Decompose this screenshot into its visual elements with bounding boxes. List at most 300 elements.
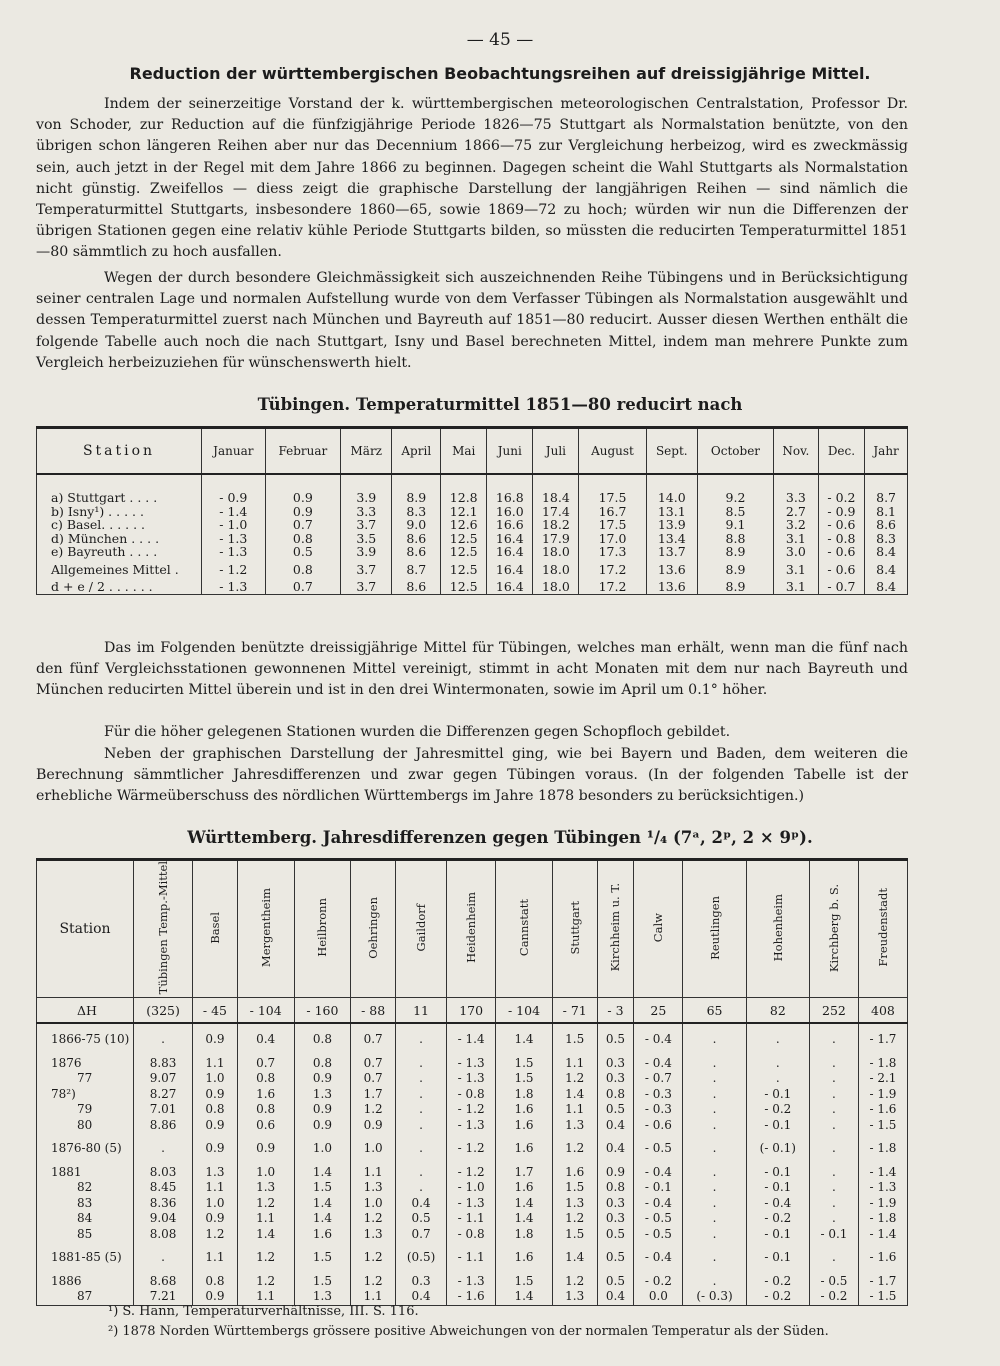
table1-cell: 8.9 xyxy=(392,474,441,505)
table2-cell: 0.8 xyxy=(193,1266,238,1290)
table2-cell: 1.1 xyxy=(193,1180,238,1196)
table2-header-label: Calw xyxy=(651,913,666,943)
table2-cell: - 1.3 xyxy=(447,1118,496,1134)
table2-cell: 0.9 xyxy=(193,1023,238,1048)
table2-cell: . xyxy=(809,1023,858,1048)
table2-header-cell xyxy=(294,860,351,998)
table2-cell: - 0.1 xyxy=(809,1227,858,1243)
table2-cell: 170 xyxy=(447,998,496,1024)
table2-cell: 9.04 xyxy=(134,1211,193,1227)
table2-cell: 1.3 xyxy=(351,1180,396,1196)
table2-row xyxy=(37,1071,908,1087)
table2-cell: - 0.1 xyxy=(746,1157,809,1181)
table1-cell: 13.1 xyxy=(646,505,697,519)
table2-header-label: Gaildorf xyxy=(414,903,429,952)
table1-cell: 8.3 xyxy=(865,532,908,546)
table2-cell: - 0.1 xyxy=(746,1227,809,1243)
table2-cell: . xyxy=(395,1157,446,1181)
table1-cell: 18.0 xyxy=(533,576,579,594)
table1-cell: 13.9 xyxy=(646,518,697,532)
table2-header-cell xyxy=(683,860,746,998)
table2-cell: - 45 xyxy=(193,998,238,1024)
table2-cell: 1.6 xyxy=(496,1242,553,1266)
table2-cell: . xyxy=(683,1180,746,1196)
table1-cell: 3.2 xyxy=(773,518,818,532)
table2-cell: 1.6 xyxy=(552,1157,597,1181)
table1-header-cell: Nov. xyxy=(773,428,818,475)
table1-row xyxy=(37,505,908,519)
table2-cell: 1.2 xyxy=(351,1102,396,1118)
table2-cell: - 2.1 xyxy=(858,1071,907,1087)
table2-height-row xyxy=(37,998,908,1024)
table2-cell: 1.1 xyxy=(351,1157,396,1181)
table2-header-label: Tübingen Temp.-Mittel xyxy=(156,861,171,995)
table1-cell: 18.0 xyxy=(533,559,579,577)
table1-cell: 0.8 xyxy=(265,559,341,577)
table2-cell: 8.36 xyxy=(134,1196,193,1212)
table1-cell: 3.0 xyxy=(773,545,818,559)
table2-cell: 65 xyxy=(683,998,746,1024)
table2-cell: 0.3 xyxy=(597,1048,634,1072)
table2-cell: . xyxy=(683,1157,746,1181)
table2-cell: 1.5 xyxy=(294,1242,351,1266)
table2-cell: (0.5) xyxy=(395,1242,446,1266)
table1-cell: 8.4 xyxy=(865,576,908,594)
table1-cell: 13.6 xyxy=(646,559,697,577)
table1-header-cell: April xyxy=(392,428,441,475)
table2-cell: 1.8 xyxy=(496,1087,553,1103)
table2-row xyxy=(37,1242,908,1266)
table2-row-label: 84 xyxy=(37,1211,134,1227)
table2-cell: 1.3 xyxy=(351,1227,396,1243)
table2-cell: 0.8 xyxy=(237,1071,294,1087)
table1-cell: - 0.7 xyxy=(818,576,864,594)
table2-cell: . xyxy=(809,1196,858,1212)
section-title: Reduction der württembergischen Beobachtungsreihen auf dreissigjährige Mittel. xyxy=(129,64,871,83)
table2-cell: - 0.1 xyxy=(746,1087,809,1103)
table2-cell: . xyxy=(683,1211,746,1227)
table2-cell: 11 xyxy=(395,998,446,1024)
table2-cell: 1.4 xyxy=(496,1196,553,1212)
table2-header-cell: Station xyxy=(37,860,134,998)
table2-cell: - 1.5 xyxy=(858,1289,907,1305)
table2-cell: . xyxy=(809,1157,858,1181)
table2-cell: . xyxy=(809,1048,858,1072)
table1-cell: 18.2 xyxy=(533,518,579,532)
table2-cell: - 0.2 xyxy=(746,1289,809,1305)
table2-row xyxy=(37,1196,908,1212)
table2-cell: - 0.7 xyxy=(634,1071,683,1087)
table2-header-cell xyxy=(351,860,396,998)
table2-cell: 1.0 xyxy=(237,1157,294,1181)
table1-cell: 0.5 xyxy=(265,545,341,559)
table1-cell: 3.9 xyxy=(341,545,392,559)
table2-cell: 1.6 xyxy=(496,1102,553,1118)
table2-cell: 1.4 xyxy=(496,1289,553,1305)
table2-cell: 1.7 xyxy=(496,1157,553,1181)
table1-cell: 17.5 xyxy=(579,474,646,505)
table1-header-cell: Juni xyxy=(487,428,533,475)
table2-cell: . xyxy=(683,1071,746,1087)
table2-cell: - 1.8 xyxy=(858,1048,907,1072)
footnote-2: ²) 1878 Norden Württembergs grössere positive Abweichungen von der normalen Temperatur als der Süden. xyxy=(108,1324,829,1339)
table2-cell: - 0.2 xyxy=(746,1266,809,1290)
table2-header-label: Oehringen xyxy=(366,896,381,959)
table2-header-cell xyxy=(597,860,634,998)
table2-cell: 0.5 xyxy=(597,1102,634,1118)
table2-cell: - 0.4 xyxy=(634,1242,683,1266)
table2-cell: . xyxy=(395,1118,446,1134)
table2-cell: 0.4 xyxy=(395,1196,446,1212)
table2-cell: 0.3 xyxy=(597,1071,634,1087)
table2-row xyxy=(37,1227,908,1243)
table2-cell: 1.4 xyxy=(552,1087,597,1103)
table2-cell: . xyxy=(683,1087,746,1103)
table2-cell: 1.2 xyxy=(193,1227,238,1243)
table2-cell: - 104 xyxy=(496,998,553,1024)
table2-cell: 1.5 xyxy=(496,1048,553,1072)
table2-row-label: 1886 xyxy=(37,1266,134,1290)
table1-cell: 8.9 xyxy=(697,559,773,577)
table1-title: Tübingen. Temperaturmittel 1851—80 reducirt nach xyxy=(257,395,743,414)
table2-cell: 0.5 xyxy=(597,1227,634,1243)
table2-cell: . xyxy=(683,1102,746,1118)
table2-cell: . xyxy=(809,1118,858,1134)
table1-cell: - 0.8 xyxy=(818,532,864,546)
table1-cell: 9.2 xyxy=(697,474,773,505)
table2-cell: - 1.8 xyxy=(858,1133,907,1157)
table1-cell: 3.7 xyxy=(341,576,392,594)
table1-cell: 12.5 xyxy=(441,532,487,546)
table2-row-label: 1881 xyxy=(37,1157,134,1181)
table2-cell: 1.8 xyxy=(496,1227,553,1243)
table2-cell: 408 xyxy=(858,998,907,1024)
table2-row-label: 80 xyxy=(37,1118,134,1134)
table2-cell: 8.68 xyxy=(134,1266,193,1290)
table2-cell: . xyxy=(683,1048,746,1072)
table2-cell: 25 xyxy=(634,998,683,1024)
table2-cell: - 0.4 xyxy=(746,1196,809,1212)
table2-cell: - 160 xyxy=(294,998,351,1024)
table2-cell: . xyxy=(395,1048,446,1072)
table1-cell: - 1.4 xyxy=(202,505,266,519)
table1-header-cell: März xyxy=(341,428,392,475)
table2-cell: 8.83 xyxy=(134,1048,193,1072)
table1-cell: 16.4 xyxy=(487,545,533,559)
table2-row-label: 1876-80 (5) xyxy=(37,1133,134,1157)
table1-cell: 12.5 xyxy=(441,576,487,594)
table2-cell: - 0.5 xyxy=(809,1266,858,1290)
table2-cell: 1.5 xyxy=(552,1180,597,1196)
table2-cell: . xyxy=(683,1118,746,1134)
table2-header-cell xyxy=(496,860,553,998)
table1-cell: 8.3 xyxy=(392,505,441,519)
table2-cell: 8.08 xyxy=(134,1227,193,1243)
table1-cell: 17.0 xyxy=(579,532,646,546)
table2-cell: 1.2 xyxy=(351,1266,396,1290)
table2-cell: - 3 xyxy=(597,998,634,1024)
table1-cell: 2.7 xyxy=(773,505,818,519)
table2-row-label: 82 xyxy=(37,1180,134,1196)
table1-cell: 3.9 xyxy=(341,474,392,505)
table2-cell: 1.4 xyxy=(496,1023,553,1048)
table1-cell: - 0.6 xyxy=(818,518,864,532)
table2-cell: 1.1 xyxy=(351,1289,396,1305)
table2-cell: . xyxy=(395,1180,446,1196)
table2-cell: 1.0 xyxy=(351,1196,396,1212)
table2-row-label: 1876 xyxy=(37,1048,134,1072)
table1-cell: 17.9 xyxy=(533,532,579,546)
table2-cell: 82 xyxy=(746,998,809,1024)
table2-header-label: Cannstatt xyxy=(517,899,532,957)
table1-cell: 8.1 xyxy=(865,505,908,519)
table1-cell: - 1.0 xyxy=(202,518,266,532)
table2-cell: - 0.8 xyxy=(447,1227,496,1243)
table2-header-label: Stuttgart xyxy=(567,900,582,955)
table1-row xyxy=(37,545,908,559)
table1-header-cell: Dec. xyxy=(818,428,864,475)
table1-cell: 16.0 xyxy=(487,505,533,519)
table2-cell: 0.9 xyxy=(193,1289,238,1305)
table2-cell: - 0.1 xyxy=(746,1118,809,1134)
table2-cell: 1.1 xyxy=(193,1048,238,1072)
table2-header-label: Reutlingen xyxy=(707,895,722,960)
table2-row xyxy=(37,1087,908,1103)
table2-cell: 1.1 xyxy=(237,1289,294,1305)
table2-cell: 8.27 xyxy=(134,1087,193,1103)
table1-cell: 14.0 xyxy=(646,474,697,505)
table2-cell: - 1.5 xyxy=(858,1118,907,1134)
table2-cell: 0.8 xyxy=(597,1180,634,1196)
table1-row-label: c) Basel. . . . . . xyxy=(37,518,202,532)
table2-cell: . xyxy=(395,1087,446,1103)
table2-cell: 1.1 xyxy=(193,1242,238,1266)
table2-cell: 0.8 xyxy=(237,1102,294,1118)
table2-cell: 1.3 xyxy=(552,1118,597,1134)
table2-cell: - 1.4 xyxy=(447,1023,496,1048)
table2-cell: . xyxy=(809,1133,858,1157)
table2-cell: 1.2 xyxy=(237,1242,294,1266)
table2-cell: - 1.3 xyxy=(447,1196,496,1212)
table1-row-label: d) München . . . . xyxy=(37,532,202,546)
table2-header-cell xyxy=(809,860,858,998)
table2-cell: 0.3 xyxy=(597,1211,634,1227)
table1-header-cell: Jahr xyxy=(865,428,908,475)
table1-cell: - 0.9 xyxy=(818,505,864,519)
table2-cell: - 1.2 xyxy=(447,1133,496,1157)
table1-cell: 16.4 xyxy=(487,532,533,546)
table1-cell: 8.7 xyxy=(865,474,908,505)
table2-cell: . xyxy=(809,1071,858,1087)
table1-cell: 0.9 xyxy=(265,505,341,519)
table2-cell: 1.2 xyxy=(237,1196,294,1212)
table2-row xyxy=(37,1211,908,1227)
table1-row-label: d + e / 2 . . . . . . xyxy=(37,576,202,594)
table2-row-label: 78²) xyxy=(37,1087,134,1103)
table2-cell: 1.2 xyxy=(552,1266,597,1290)
table2-cell: . xyxy=(809,1180,858,1196)
table1-cell: 13.6 xyxy=(646,576,697,594)
table2-cell: - 0.2 xyxy=(746,1211,809,1227)
table2-cell: 0.0 xyxy=(634,1289,683,1305)
table2-cell: - 1.9 xyxy=(858,1087,907,1103)
table2-header-label: Heilbronn xyxy=(315,898,330,958)
table2-cell: . xyxy=(683,1242,746,1266)
table1-cell: 12.5 xyxy=(441,545,487,559)
table1-row-label: a) Stuttgart . . . . xyxy=(37,474,202,505)
table2-row-label: 85 xyxy=(37,1227,134,1243)
footnote-1: ¹) S. Hann, Temperaturverhältnisse, III. S. 116. xyxy=(108,1304,419,1319)
paragraph-1: Indem der seinerzeitige Vorstand der k. württembergischen meteorologischen Centralstation, Professor Dr. von Schoder, zur Reduction auf die fünfzigjährige Periode 1826—75 Stuttgart als Normalstation benützte, von den übrigen schon längeren Reihen aber nur das Decennium 1866—75 zur Vergleichung herbeizog, wird es zweckmässig sein, auch jetzt in der Regel mit dem Jahre 1866 zu beginnen. Dagegen scheint die Wahl Stuttgarts als Normalstation nicht günstig. Zweifellos — diess zeigt die graphische Darstellung der langjährigen Reihen — sind nämlich die Temperaturmittel Stuttgarts, insbesondere 1860—65, sowie 1869—72 zu hoch; würden wir nun die Differenzen der übrigen Stationen gegen eine relativ kühle Periode Stuttgarts bilden, so müssten die reducirten Temperaturmittel 1851—80 sämmtlich zu hoch ausfallen. xyxy=(36,96,908,261)
table2-cell: - 1.8 xyxy=(858,1211,907,1227)
table2-cell: . xyxy=(809,1211,858,1227)
table2-cell: 1.3 xyxy=(552,1196,597,1212)
table2-row xyxy=(37,1118,908,1134)
table2-cell: - 1.3 xyxy=(447,1071,496,1087)
table2-cell: 252 xyxy=(809,998,858,1024)
table1-cell: 0.8 xyxy=(265,532,341,546)
table2-header-label: Heidenheim xyxy=(464,892,479,964)
table1-header-cell: Januar xyxy=(202,428,266,475)
table2-cell: 1.4 xyxy=(496,1211,553,1227)
table2-cell: - 1.9 xyxy=(858,1196,907,1212)
table2-cell: 1.3 xyxy=(294,1087,351,1103)
paragraph-3: Das im Folgenden benützte dreissigjährige Mittel für Tübingen, welches man erhält, wenn man die fünf nach den fünf Vergleichsstationen gewonnenen Mittel vereinigt, stimmt in acht Monaten mit dem nur nach Bayreuth und München reducirten Mittel überein und ist in den drei Wintermonaten, sowie im April um 0.1° höher. xyxy=(36,640,908,699)
table2-cell: - 1.3 xyxy=(447,1266,496,1290)
page-number: — 45 — xyxy=(466,30,534,50)
table1-cell: 16.8 xyxy=(487,474,533,505)
table1-cell: 16.7 xyxy=(579,505,646,519)
table2-cell: 1.3 xyxy=(193,1157,238,1181)
table2-row-label: 77 xyxy=(37,1071,134,1087)
table2-cell: 7.21 xyxy=(134,1289,193,1305)
table2-cell: 0.9 xyxy=(237,1133,294,1157)
table2-cell: 0.5 xyxy=(597,1023,634,1048)
table1-cell: 8.4 xyxy=(865,545,908,559)
table2-cell: 8.03 xyxy=(134,1157,193,1181)
table2-cell: 7.01 xyxy=(134,1102,193,1118)
table2-cell: . xyxy=(683,1133,746,1157)
table2-row xyxy=(37,1133,908,1157)
table1-row xyxy=(37,576,908,594)
table2-cell: 1.4 xyxy=(294,1211,351,1227)
table2-cell: 1.1 xyxy=(237,1211,294,1227)
table2-cell: 1.5 xyxy=(496,1266,553,1290)
table2-cell: 0.7 xyxy=(351,1048,396,1072)
table2-header-label: Freudenstadt xyxy=(875,888,890,967)
table2-cell: - 0.1 xyxy=(746,1242,809,1266)
table1-cell: 0.9 xyxy=(265,474,341,505)
table2-cell: 0.8 xyxy=(597,1087,634,1103)
table2-cell: (325) xyxy=(134,998,193,1024)
table2-cell: 8.45 xyxy=(134,1180,193,1196)
table2-cell: 1.1 xyxy=(552,1048,597,1072)
table2-cell: . xyxy=(134,1133,193,1157)
table2-cell: - 0.1 xyxy=(746,1180,809,1196)
table2-cell: 0.5 xyxy=(395,1211,446,1227)
table2-cell: - 1.4 xyxy=(858,1157,907,1181)
table2-header-cell xyxy=(552,860,597,998)
table2-cell: 1.4 xyxy=(552,1242,597,1266)
table1-cell: 8.7 xyxy=(392,559,441,577)
table1-cell: 16.4 xyxy=(487,576,533,594)
table2-cell: - 0.2 xyxy=(634,1266,683,1290)
table2-cell: 1.5 xyxy=(294,1180,351,1196)
table1-cell: 8.4 xyxy=(865,559,908,577)
table2-cell: 8.86 xyxy=(134,1118,193,1134)
table2-cell: 1.5 xyxy=(294,1266,351,1290)
table1-cell: 3.7 xyxy=(341,559,392,577)
table1-row xyxy=(37,474,908,505)
table1-cell: - 1.3 xyxy=(202,576,266,594)
table1-cell: 17.2 xyxy=(579,559,646,577)
table1-cell: - 0.6 xyxy=(818,559,864,577)
table2-cell: - 1.1 xyxy=(447,1242,496,1266)
table2-cell: . xyxy=(746,1071,809,1087)
table2-row-label: 79 xyxy=(37,1102,134,1118)
table1-cell: 9.0 xyxy=(392,518,441,532)
table2-cell: 1.5 xyxy=(552,1227,597,1243)
table2-cell: . xyxy=(683,1266,746,1290)
table1-row-label: e) Bayreuth . . . . xyxy=(37,545,202,559)
table2-cell: 1.3 xyxy=(552,1289,597,1305)
table1-cell: 17.5 xyxy=(579,518,646,532)
table1-cell: 0.7 xyxy=(265,576,341,594)
table2-cell: - 1.3 xyxy=(447,1048,496,1072)
table1-cell: 18.0 xyxy=(533,545,579,559)
table2-cell: 0.4 xyxy=(237,1023,294,1048)
table1-cell: - 0.9 xyxy=(202,474,266,505)
table2-cell: - 0.8 xyxy=(447,1087,496,1103)
table2-cell: 0.9 xyxy=(294,1118,351,1134)
table2-cell: 1.4 xyxy=(237,1227,294,1243)
table1-cell: - 1.3 xyxy=(202,545,266,559)
paragraph-5: Neben der graphischen Darstellung der Jahresmittel ging, wie bei Bayern und Baden, dem weiteren die Berechnung sämmtlicher Jahresdifferenzen und zwar gegen Tübingen voraus. (In der folgenden Tabelle ist der erhebliche Wärmeüberschuss des nördlichen Württembergs im Jahre 1878 besonders zu berücksichtigen.) xyxy=(36,746,908,805)
table1-cell: 3.3 xyxy=(341,505,392,519)
table1-row-label: Allgemeines Mittel . xyxy=(37,559,202,577)
table1-cell: 17.3 xyxy=(579,545,646,559)
table2-cell: 0.4 xyxy=(597,1289,634,1305)
table2-header-cell xyxy=(447,860,496,998)
table1-cell: 0.7 xyxy=(265,518,341,532)
table2-cell: 0.9 xyxy=(193,1118,238,1134)
table2-cell: 1.3 xyxy=(237,1180,294,1196)
table2-cell: 9.07 xyxy=(134,1071,193,1087)
table2-cell: - 0.5 xyxy=(634,1211,683,1227)
table2-row-label: 83 xyxy=(37,1196,134,1212)
table1-cell: 8.9 xyxy=(697,545,773,559)
table1-cell: 8.8 xyxy=(697,532,773,546)
table2-cell: - 0.3 xyxy=(634,1087,683,1103)
table1-header-cell: Station xyxy=(37,428,202,475)
table1-cell: 8.6 xyxy=(392,576,441,594)
table2-header-cell xyxy=(395,860,446,998)
table2-row xyxy=(37,1102,908,1118)
table2-cell: . xyxy=(395,1133,446,1157)
table2-cell: - 0.4 xyxy=(634,1048,683,1072)
differences-table xyxy=(36,858,908,1306)
table2-cell: - 1.3 xyxy=(858,1180,907,1196)
table2-cell: - 1.6 xyxy=(447,1289,496,1305)
table2-row xyxy=(37,1023,908,1048)
table2-cell: - 0.6 xyxy=(634,1118,683,1134)
table1-cell: 13.4 xyxy=(646,532,697,546)
table2-cell: 1.7 xyxy=(351,1087,396,1103)
table2-cell: 1.1 xyxy=(552,1102,597,1118)
table2-cell: 1.0 xyxy=(294,1133,351,1157)
table1-cell: 12.1 xyxy=(441,505,487,519)
table1-cell: 16.6 xyxy=(487,518,533,532)
